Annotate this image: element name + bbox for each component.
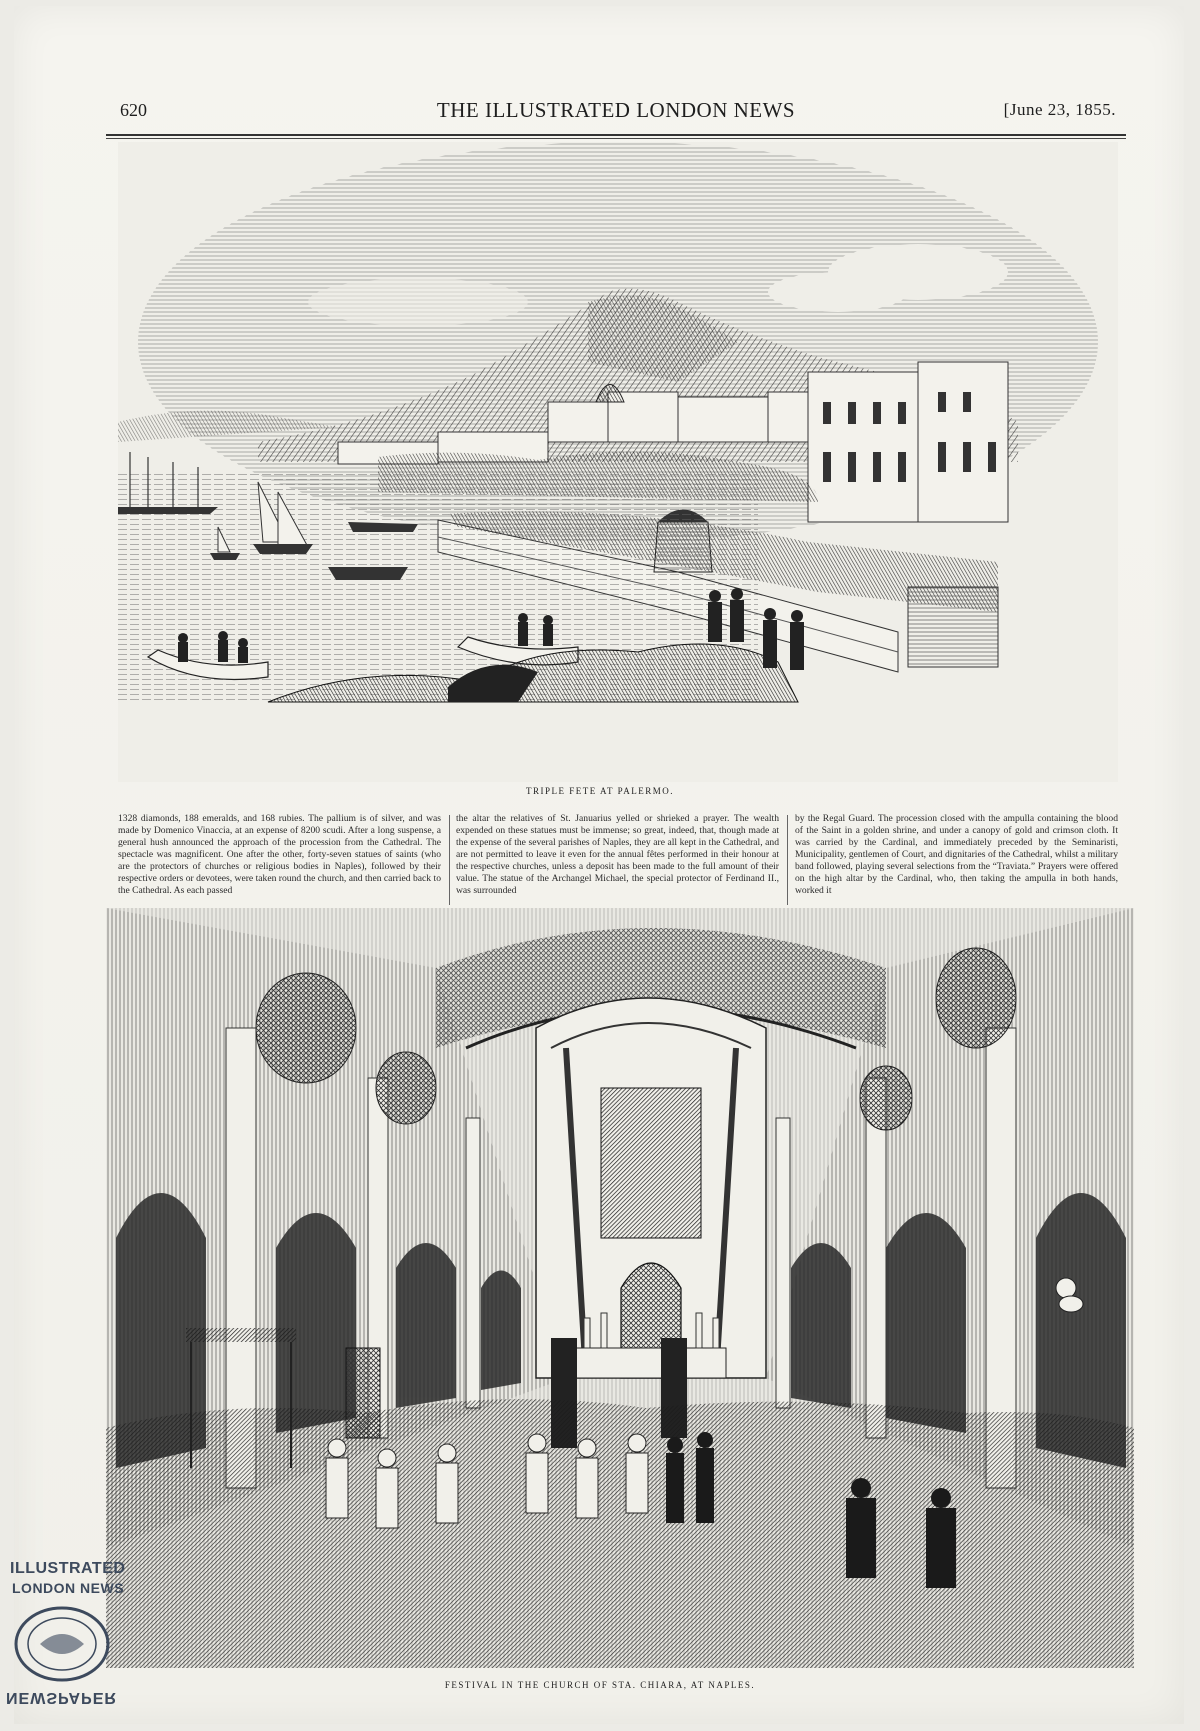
- column-divider: [449, 815, 450, 905]
- article-columns: [118, 813, 1118, 909]
- masthead: [106, 94, 1126, 120]
- column-divider: [787, 815, 788, 905]
- caption-palermo: TRIPLE FETE AT PALERMO.: [525, 786, 674, 796]
- engraving-palermo: [118, 142, 1118, 782]
- header-rule-thin: [106, 138, 1126, 139]
- stamp-text-line-3: NEWSPAPER: [6, 1689, 117, 1706]
- issue-date: [June 23, 1855.: [1003, 100, 1116, 119]
- article-column-3: by the Regal Guard. The procession closed with the ampulla containing the blood of the Saint in a golden shrine, and under a canopy of gold and crimson cloth. It was carried by the Cardinal, and immediately preceded by the Seminaristi, Municipality, gentlemen of Court, and dignitaries of the Cathedral, whilst a military band followed, playing several selections from the “Traviata.” Prayers were offered on the high altar by the Cardinal, who, then taking the ampulla in both hands, worked it: [795, 813, 1118, 896]
- engraving-sta-chiara: [106, 908, 1134, 1668]
- header-rule: [106, 134, 1126, 136]
- stamp-text-line-1: ILLUSTRATED: [10, 1560, 126, 1577]
- newspaper-title: THE ILLUSTRATED LONDON NEWS: [436, 98, 796, 122]
- newspaper-archive-stamp: [4, 1560, 134, 1710]
- stamp-text-line-2: LONDON NEWS: [12, 1580, 125, 1596]
- article-column-1: 1328 diamonds, 188 emeralds, and 168 rubies. The pallium is of silver, and was made by Domenico Vinaccia, at an expense of 8200 scudi. After a long suspense, a general hush announced the approach of the procession from the Cathedral. The spectacle was magnificent. One after the other, forty-seven statues of saints (who are the protectors of churches or religious bodies in Naples), followed by their respective orders or devotees, were taken round the church, and then carried back to the Cathedral. As each passed: [118, 813, 441, 896]
- caption-sta-chiara: FESTIVAL IN THE CHURCH OF STA. CHIARA, AT NAPLES.: [444, 1680, 756, 1690]
- seal-emblem-icon: [12, 1604, 112, 1684]
- article-column-2: the altar the relatives of St. Januarius yelled or shrieked a prayer. The wealth expended on these statues must be immense; so great, indeed, that, though made at the expense of the several parishes of Naples, they are all kept in the Cathedral, and are not permitted to leave it even for the annual fêtes performed in their honour at the respective churches, unless a deposit has been made to the full amount of their value. The statue of the Archangel Michael, the special protector of Ferdinand II., was surrounded: [456, 813, 779, 896]
- page-number: 620: [120, 100, 147, 120]
